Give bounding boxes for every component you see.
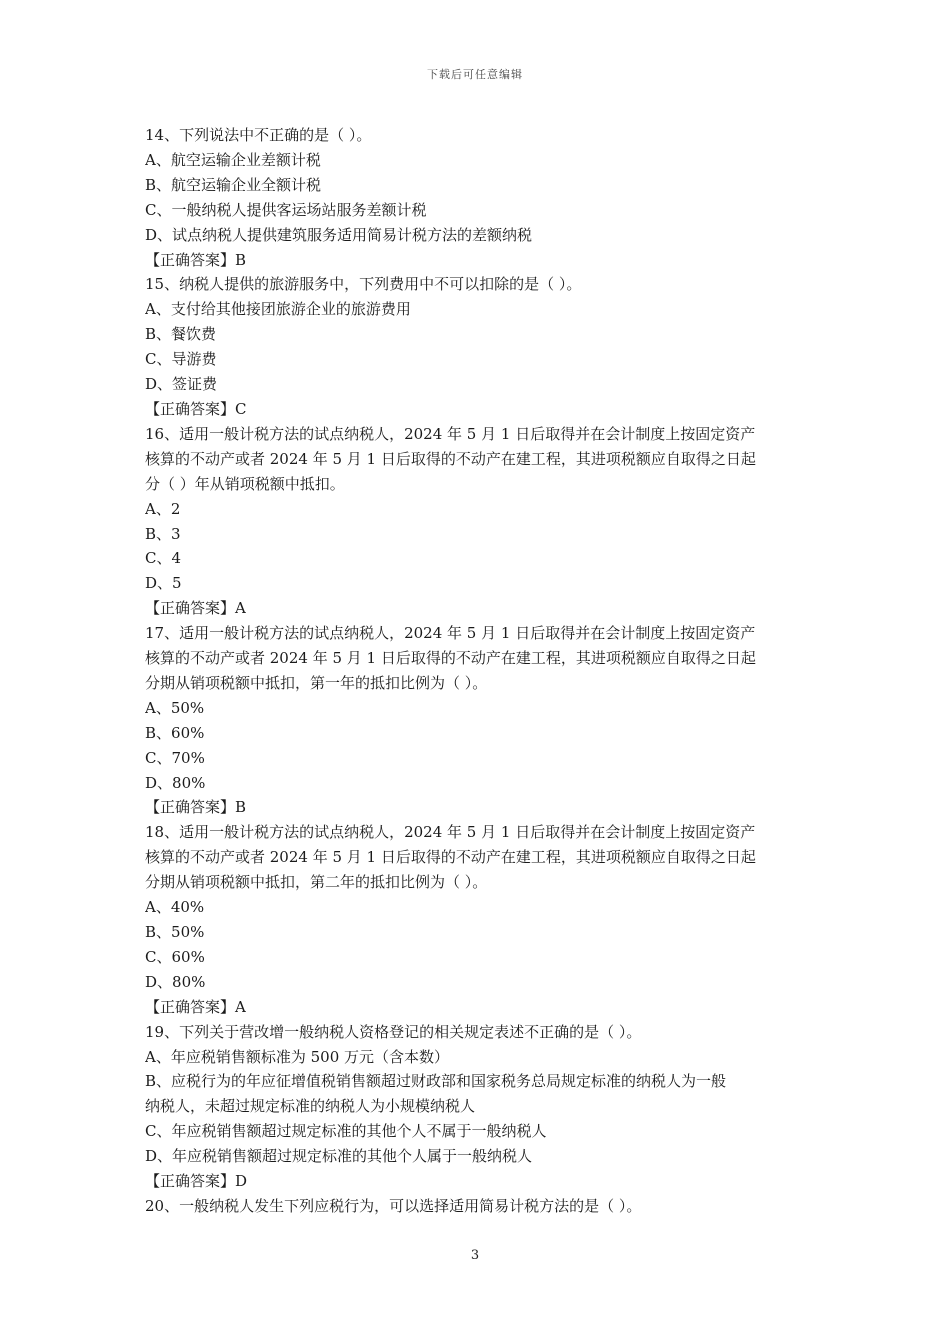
option-d: D、试点纳税人提供建筑服务适用简易计税方法的差额纳税 xyxy=(145,225,533,244)
option-b: B、60% xyxy=(145,723,205,742)
answer: 【正确答案】B xyxy=(145,250,247,269)
option-a: A、40% xyxy=(145,898,205,917)
option-b: B、3 xyxy=(145,524,181,543)
option-b: B、应税行为的年应征增值税销售额超过财政部和国家税务总局规定标准的纳税人为一般 xyxy=(145,1072,727,1091)
question-18-cont: 核算的不动产或者 2024 年 5 月 1 日后取得的不动产在建工程，其进项税额应自取得之日起 xyxy=(145,848,756,867)
question-16-cont: 核算的不动产或者 2024 年 5 月 1 日后取得的不动产在建工程，其进项税额应自取得之日起 xyxy=(145,449,756,468)
answer: 【正确答案】C xyxy=(145,399,247,418)
option-c: C、年应税销售额超过规定标准的其他个人不属于一般纳税人 xyxy=(145,1122,547,1141)
question-17-cont: 核算的不动产或者 2024 年 5 月 1 日后取得的不动产在建工程，其进项税额应自取得之日起 xyxy=(145,649,756,668)
answer: 【正确答案】D xyxy=(145,1172,248,1191)
option-b-cont: 纳税人，未超过规定标准的纳税人为小规模纳税人 xyxy=(145,1097,476,1116)
option-b: B、航空运输企业全额计税 xyxy=(145,175,322,194)
page-header: 下载后可任意编辑 xyxy=(427,68,523,81)
option-c: C、导游费 xyxy=(145,350,217,369)
question-16: 16、适用一般计税方法的试点纳税人，2024 年 5 月 1 日后取得并在会计制度上按固定资产 xyxy=(145,424,756,443)
question-20: 20、一般纳税人发生下列应税行为，可以选择适用简易计税方法的是（ ）。 xyxy=(145,1196,642,1215)
option-d: D、80% xyxy=(145,972,206,991)
question-17-cont: 分期从销项税额中抵扣，第一年的抵扣比例为（ ）。 xyxy=(145,673,488,692)
question-18: 18、适用一般计税方法的试点纳税人，2024 年 5 月 1 日后取得并在会计制度上按固定资产 xyxy=(145,823,756,842)
option-a: A、50% xyxy=(145,698,205,717)
option-c: C、70% xyxy=(145,748,205,767)
question-16-cont: 分（ ）年从销项税额中抵扣。 xyxy=(145,474,345,493)
option-d: D、年应税销售额超过规定标准的其他个人属于一般纳税人 xyxy=(145,1147,533,1166)
question-14: 14、下列说法中不正确的是（ ）。 xyxy=(145,126,372,144)
question-19: 19、下列关于营改增一般纳税人资格登记的相关规定表述不正确的是（ ）。 xyxy=(145,1022,642,1041)
document-body xyxy=(145,123,810,1219)
question-15: 15、纳税人提供的旅游服务中，下列费用中不可以扣除的是（ ）。 xyxy=(145,275,582,294)
answer: 【正确答案】A xyxy=(145,599,246,618)
option-b: B、50% xyxy=(145,923,205,941)
option-a: A、支付给其他接团旅游企业的旅游费用 xyxy=(145,300,411,319)
option-b: B、餐饮费 xyxy=(145,325,217,344)
question-17: 17、适用一般计税方法的试点纳税人，2024 年 5 月 1 日后取得并在会计制度上按固定资产 xyxy=(145,624,756,643)
answer: 【正确答案】A xyxy=(145,997,246,1016)
option-c: C、4 xyxy=(145,549,182,568)
page-number: 3 xyxy=(470,1248,480,1263)
answer: 【正确答案】B xyxy=(145,798,247,817)
option-a: A、2 xyxy=(145,499,181,518)
option-a: A、年应税销售额标准为 500 万元（含本数） xyxy=(145,1047,450,1066)
option-c: C、60% xyxy=(145,947,205,966)
option-c: C、一般纳税人提供客运场站服务差额计税 xyxy=(145,200,427,219)
option-d: D、5 xyxy=(145,574,182,593)
option-d: D、签证费 xyxy=(145,375,218,394)
option-d: D、80% xyxy=(145,773,206,792)
option-a: A、航空运输企业差额计税 xyxy=(145,150,321,169)
question-18-cont: 分期从销项税额中抵扣，第二年的抵扣比例为（ ）。 xyxy=(145,873,488,892)
